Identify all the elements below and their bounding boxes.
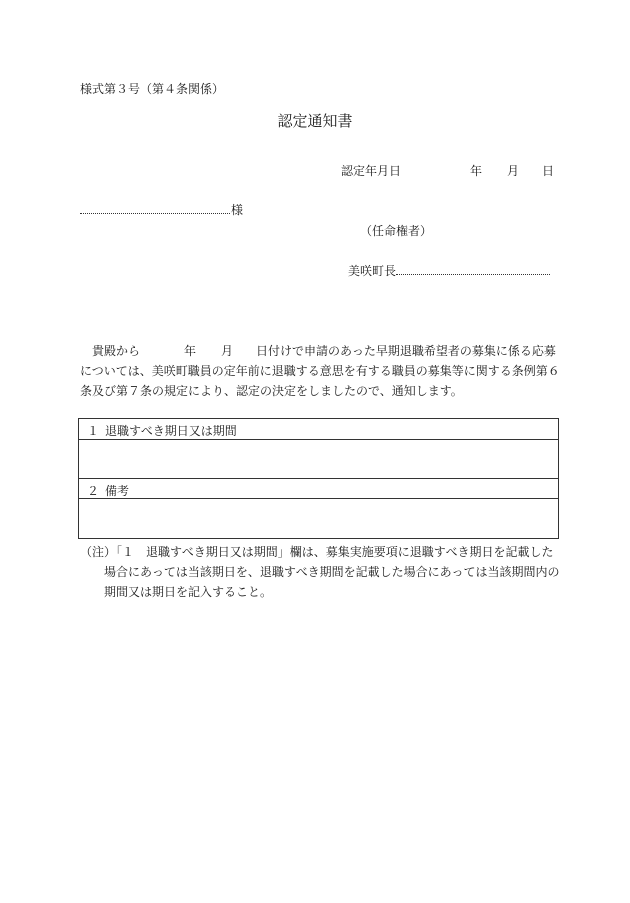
appointer-label: （任命権者） — [360, 224, 433, 238]
table-row-header-remarks — [79, 479, 558, 499]
date-day-label: 日 — [542, 164, 555, 178]
table-row-header-retirement — [79, 419, 558, 440]
mayor-name-line — [396, 274, 550, 275]
item1-number: １ — [87, 424, 100, 438]
item2-number: ２ — [87, 484, 100, 498]
addressee-name-line — [80, 213, 230, 214]
item2-label: 備考 — [105, 484, 130, 498]
note-line3: 期間又は期日を記入すること。 — [104, 585, 273, 599]
body-text-line1: 日付けで申請のあった早期退職希望者の募集に係る応募 — [256, 344, 556, 358]
body-text-line2: については、美咲町職員の定年前に退職する意思を有する職員の募集等に関する条例第６ — [80, 364, 560, 378]
form-number: 様式第３号（第４条関係） — [80, 82, 225, 96]
note-line1: （注）「１ 退職すべき期日又は期間」欄は、募集実施要項に退職すべき期日を記載した — [80, 545, 554, 559]
body-text-intro: 貴殿から — [92, 344, 141, 358]
addressee-honorific: 様 — [231, 203, 244, 217]
date-month-label: 月 — [507, 164, 520, 178]
certification-date-label: 認定年月日 — [341, 164, 402, 178]
table-row-remarks-value — [79, 499, 558, 538]
document-title: 認定通知書 — [277, 112, 353, 130]
body-month-label: 月 — [221, 344, 234, 358]
details-table — [78, 418, 559, 539]
table-row-retirement-value — [79, 440, 558, 479]
date-year-label: 年 — [470, 164, 483, 178]
mayor-title: 美咲町長 — [348, 264, 397, 278]
body-text-line3: 条及び第７条の規定により、認定の決定をしましたので、通知します。 — [80, 384, 463, 398]
body-year-label: 年 — [184, 344, 197, 358]
note-line2: 場合にあっては当該期日を、退職すべき期間を記載した場合にあっては当該期間内の — [104, 565, 560, 579]
item1-label: 退職すべき期日又は期間 — [105, 424, 237, 438]
